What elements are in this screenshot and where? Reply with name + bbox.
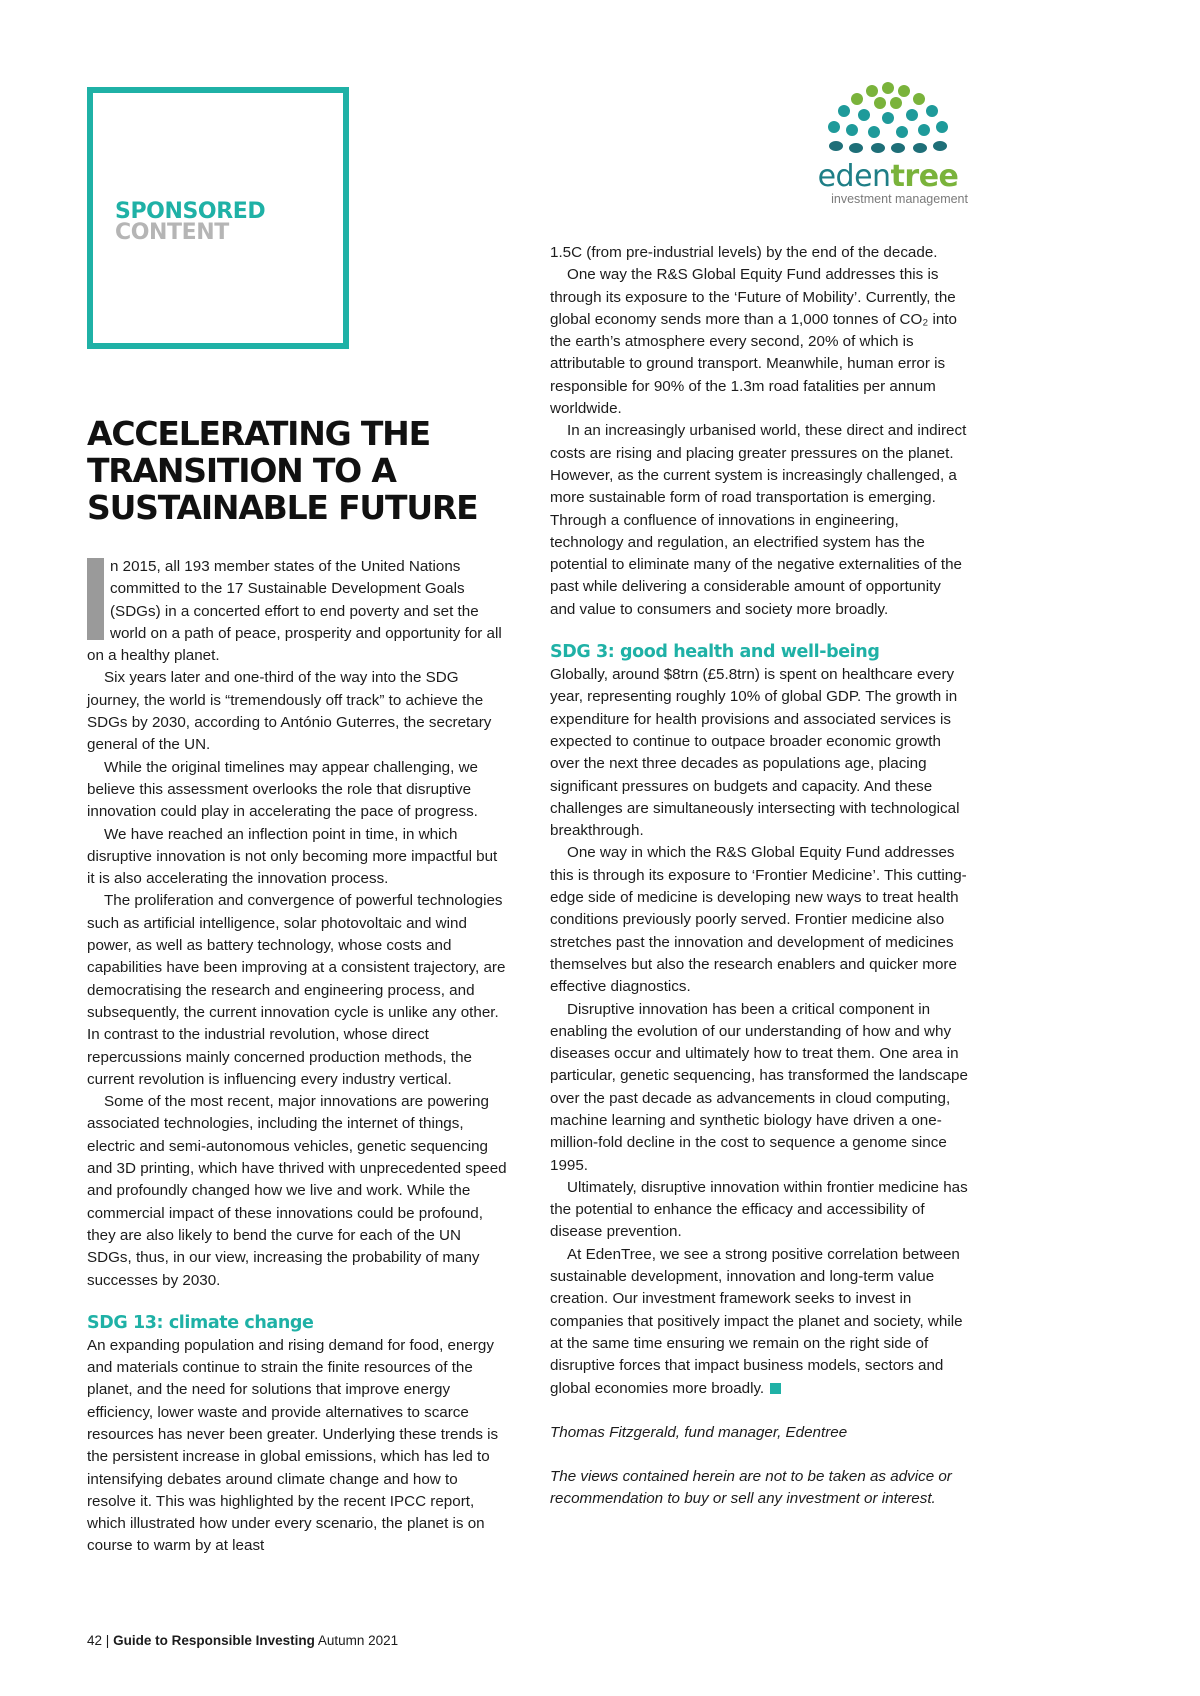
body-paragraph: Globally, around $8trn (£5.8trn) is spent on healthcare every year, representing roughly 10% of global GDP. The growth in expenditure for health provisions and associated services is expected to continue to outpace broader economic growth over the next three decades as populations age, placing significant pressures on budgets and capacity. And these challenges are simultaneously intersecting with technological breakthrough. <box>550 666 960 840</box>
sponsored-content-label <box>115 201 265 243</box>
end-mark-icon <box>770 1383 781 1394</box>
headline-line1: ACCELERATING THE <box>87 414 430 453</box>
right-column <box>550 242 970 1511</box>
body-paragraph: Ultimately, disruptive innovation within frontier medicine has the potential to enhance the efficacy and accessibility of disease prevention. <box>550 1178 968 1241</box>
tree-leaves-icon <box>822 82 954 156</box>
body-paragraph: In an increasingly urbanised world, these direct and indirect costs are rising and placing greater pressures on the planet. However, as the current system is increasingly challenged, a more sustainable form of road transportation is emerging. Through a confluence of innovations in engineering, technology and regulation, an electrified system has the potential to eliminate many of the negative externalities of the past while delivering a considerable amount of opportunity and value to consumers and society more broadly. <box>550 422 967 618</box>
headline-line3: SUSTAINABLE FUTURE <box>87 488 478 527</box>
page-number: 42 <box>87 1633 103 1648</box>
dropcap: I <box>87 558 104 640</box>
publication-title: Guide to Responsible Investing <box>113 1633 315 1648</box>
body-paragraph: One way in which the R&S Global Equity Fund addresses this is through its exposure to ‘Frontier Medicine’. This cutting-edge side of medicine is developing new ways to treat health conditions previously poorly served. Frontier medicine also stretches past the innovation and development of medicines themselves but also the research enablers and quicker more effective diagnostics. <box>550 844 967 996</box>
disclaimer: The views contained herein are not to be taken as advice or recommendation to buy or sell any investment or interest. <box>550 1468 952 1508</box>
body-paragraph: While the original timelines may appear challenging, we believe this assessment overlooks the role that disruptive innovation could play in accelerating the pace of progress. <box>87 758 478 821</box>
intro-paragraph: I n 2015, all 193 member states of the United Nations committed to the 17 Sustainable Development Goals (SDGs) in a concerted effort to end poverty and set the world on a path of peace, prosperity and opportunity for all on a healthy planet. <box>87 558 502 665</box>
body-paragraph: We have reached an inflection point in time, in which disruptive innovation is not only becoming more impactful but it is also accelerating the innovation process. <box>87 825 498 888</box>
page-footer <box>87 1632 398 1650</box>
sponsored-line2: CONTENT <box>115 220 229 245</box>
logo-wordmark <box>808 160 968 194</box>
headline-line2: TRANSITION TO A <box>87 451 396 490</box>
body-paragraph: One way the R&S Global Equity Fund addresses this is through its exposure to the ‘Future of Mobility’. Currently, the global economy sends more than a 1,000 tonnes of CO₂ into the earth’s atmosphere every second, 20% of which is attributable to ground transport. Meanwhile, human error is responsible for 90% of the 1.3m road fatalities per annum worldwide. <box>550 266 957 418</box>
final-paragraph: At EdenTree, we see a strong positive correlation between sustainable development, innovation and long-term value creation. Our investment framework seeks to invest in companies that positively impact the planet and society, while at the same time ensuring we remain on the right side of disruptive forces that impact business models, sectors and global economies more broadly. <box>550 1245 963 1397</box>
footer-separator: | <box>105 1633 110 1648</box>
body-paragraph: Some of the most recent, major innovations are powering associated technologies, including the internet of things, electric and semi-autonomous vehicles, genetic sequencing and 3D printing, which have thrived with unprecedented speed and profoundly changed how we live and work. While the commercial impact of these innovations could be profound, they are also likely to bend the curve for each of the UN SDGs, thus, in our view, increasing the probability of many successes by 2030. <box>87 1093 507 1289</box>
body-paragraph: The proliferation and convergence of powerful technologies such as artificial intelligence, solar photovoltaic and wind power, as well as battery technology, whose costs and capabilities have been improving at a consistent trajectory, are democratising the research and engineering process, and subsequently, the current innovation cycle is unlike any other. In contrast to the industrial revolution, whose direct repercussions mainly concerned production methods, the current revolution is influencing every industry vertical. <box>87 892 506 1088</box>
logo-tagline: investment management <box>831 192 968 206</box>
body-paragraph: An expanding population and rising demand for food, energy and materials continue to strain the finite resources of the planet, and the need for solutions that improve energy efficiency, lower waste and provide alternatives to scarce resources has never been greater. Underlying these trends is the persistent increase in global emissions, which has led to intensifying debates around climate change and how to resolve it. This was highlighted by the recent IPCC report, which illustrated how under every scenario, the planet is on course to warm by at least <box>87 1336 499 1555</box>
left-column <box>87 556 507 1558</box>
issue-date: Autumn 2021 <box>317 1633 399 1648</box>
logo-eden: eden <box>817 159 891 194</box>
body-paragraph: Six years later and one-third of the way into the SDG journey, the world is “tremendously off track” to achieve the SDGs by 2030, according to António Guterres, the secretary general of the UN. <box>87 669 492 754</box>
edentree-logo <box>808 82 968 212</box>
article-headline <box>87 415 507 526</box>
sponsored-content-box <box>87 87 349 349</box>
body-paragraph: Disruptive innovation has been a critical component in enabling the evolution of our understanding of how and why diseases occur and ultimately how to treat them. One area in particular, genetic sequencing, has transformed the landscape over the past decade as advancements in cloud computing, machine learning and synthetic biology have driven a one-million-fold decline in the cost to sequence a genome since 1995. <box>550 1000 968 1174</box>
sponsored-line1: SPONSORED <box>115 199 266 224</box>
continuation-paragraph: 1.5C (from pre-industrial levels) by the end of the decade. <box>550 244 938 261</box>
author-credit: Thomas Fitzgerald, fund manager, Edentree <box>550 1423 848 1441</box>
logo-tree: tree <box>890 159 959 194</box>
subhead-sdg13: SDG 13: climate change <box>87 1312 314 1333</box>
subhead-sdg3: SDG 3: good health and well-being <box>550 642 880 663</box>
